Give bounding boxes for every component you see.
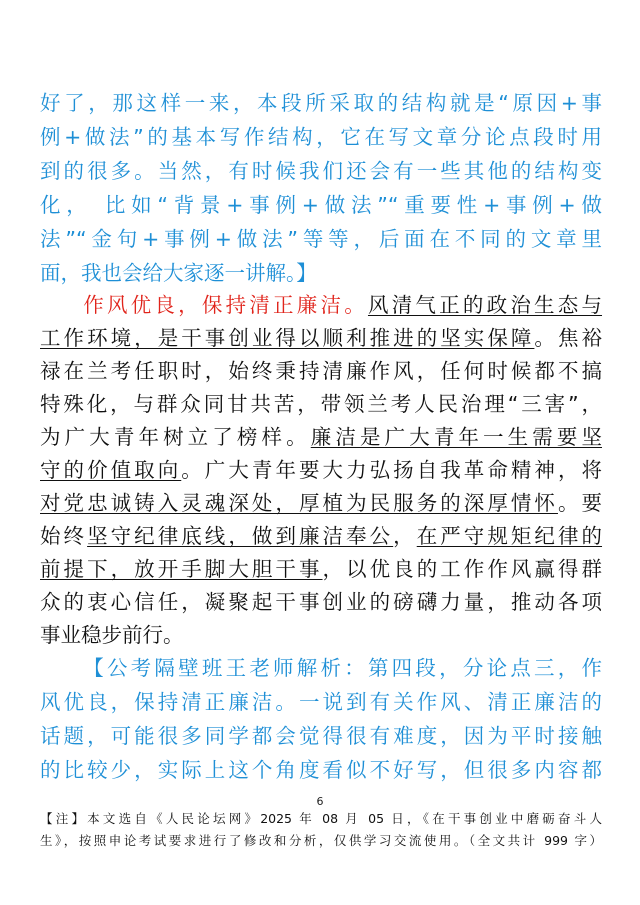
body-text: 为广大青年树立了榜样。 [40, 425, 311, 449]
underlined-text: 在严守规矩纪律的 [416, 524, 603, 548]
body-line-11: 事业稳步前行。 [40, 623, 184, 647]
analysis-intro-line-1: 好了，那这样一来，本段所采取的结构就是“原因+事 [40, 91, 602, 115]
body-text: 。要 [557, 491, 603, 515]
underlined-text: 工作环境，是干事创业得以顺利推进的坚实保障 [40, 326, 535, 350]
body-line-5 [40, 422, 602, 452]
analysis-intro-line-2: 例+做法”的基本写作结构，它在写文章分论点段时用 [40, 125, 602, 149]
analysis-intro-line-6: 面，我也会给大家逐一讲解。】 [40, 261, 317, 285]
underlined-text: 前提下，放开手脚大胆干事 [40, 557, 323, 581]
body-text: ， [393, 524, 417, 548]
body-text: 始终 [40, 524, 88, 548]
analysis-line-3: 话题，可能很多同学都会觉得很有难度，因为平时接触 [40, 724, 602, 748]
analysis-line-1 [40, 653, 602, 683]
analysis-intro-line-5: 法”“金句+事例+做法”等等，后面在不同的文章里 [40, 227, 602, 251]
footnote-line-2: 生》，按照申论考试要求进行了修改和分析，仅供学习交流使用。（全文共计 999 字） [40, 833, 602, 848]
analysis-line-4: 的比较少，实际上这个角度看似不好写，但很多内容都 [40, 758, 602, 782]
underlined-text: 廉洁是广大青年一生需要坚 [310, 425, 602, 449]
body-line-9 [40, 554, 602, 584]
analysis-line-2: 风优良，保持清正廉洁。一说到有关作风、清正廉洁的 [40, 690, 602, 714]
page-number: 6 [316, 795, 324, 808]
underlined-text: 风清气正的政治生态与 [367, 293, 603, 317]
body-line-2 [40, 323, 602, 353]
body-line-1 [40, 290, 602, 320]
underlined-text: 守的价值取向 [40, 458, 182, 482]
body-text: 。焦裕 [534, 326, 603, 350]
analysis-text: 【公考隔壁班王老师解析：第四段，分论点三，作 [80, 656, 602, 680]
body-line-6 [40, 455, 602, 485]
analysis-intro-line-4: 化， 比如“背景+事例+做法”“重要性+事例+做 [40, 193, 602, 217]
paragraph-heading: 作风优良，保持清正廉洁。 [80, 293, 368, 317]
body-line-4: 特殊化，与群众同甘共苦，带领兰考人民治理“三害”， [40, 392, 602, 416]
underlined-text: 坚守纪律底线，做到廉洁奉公 [87, 524, 394, 548]
footnote-line-1: 【注】本文选自《人民论坛网》2025 年 08 月 05 日，《在干事创业中磨砺奋斗人 [40, 811, 602, 826]
body-line-3: 禄在兰考任职时，始终秉持清廉作风，任何时候都不搞 [40, 359, 602, 383]
body-text: 。广大青年要大力弘扬自我革命精神，将 [181, 458, 603, 482]
analysis-intro-line-3: 到的很多。当然，有时候我们还会有一些其他的结构变 [40, 159, 602, 183]
body-text: ，以优良的工作作风赢得群 [322, 557, 603, 581]
body-line-8 [40, 521, 602, 551]
underlined-text: 对党忠诚铸入灵魂深处，厚植为民服务的深厚情怀 [40, 491, 558, 515]
body-line-7 [40, 488, 602, 518]
body-line-10: 众的衷心信任，凝聚起干事创业的磅礴力量，推动各项 [40, 590, 602, 614]
